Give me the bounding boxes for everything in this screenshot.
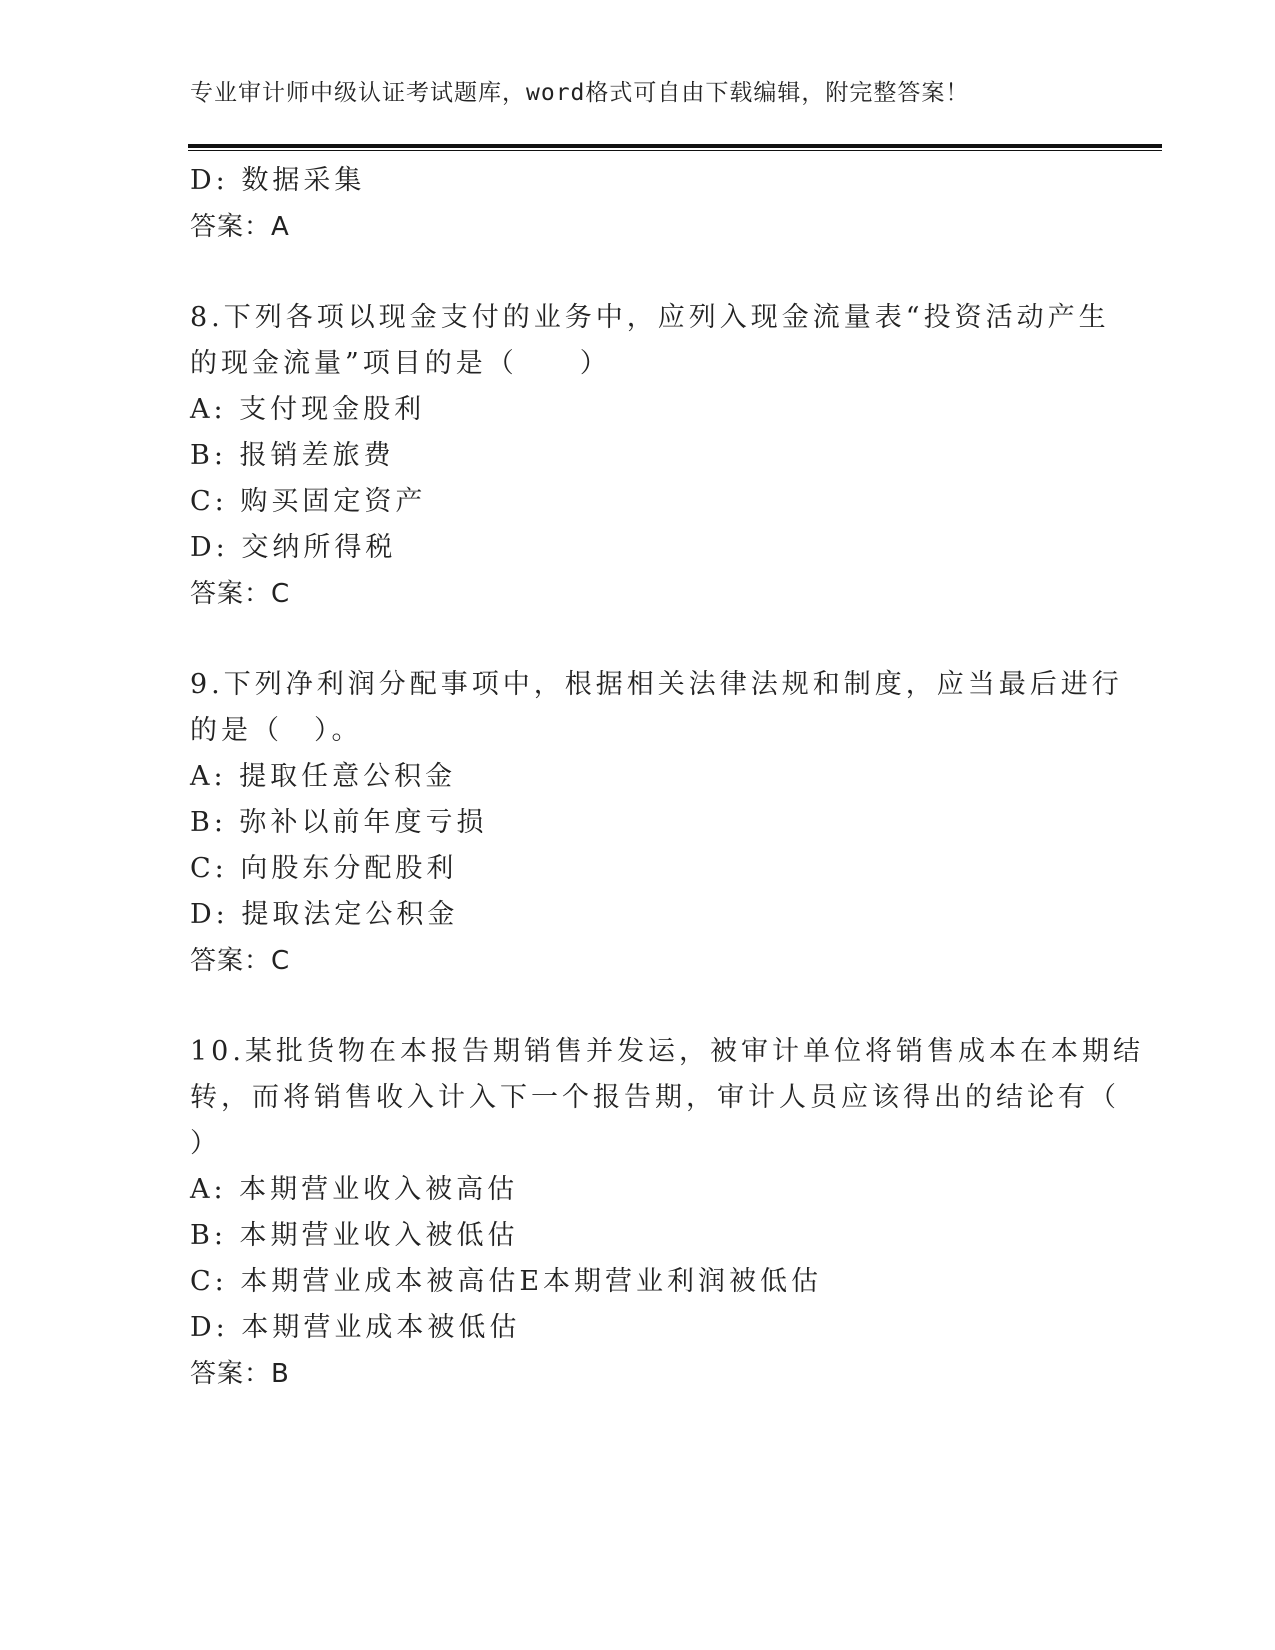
option-d: D: 数据采集 [190,165,366,196]
option-d: D: 本期营业成本被低估 [190,1312,521,1343]
option-d: D: 提取法定公积金 [190,899,459,930]
option-a: A: 本期营业收入被高估 [190,1174,519,1205]
header-divider-thick [188,144,1162,148]
spacer [190,984,1090,1029]
page-header: 专业审计师中级认证考试题库，word格式可自由下载编辑，附完整答案！ [190,80,970,106]
spacer [190,250,1090,295]
answer-line: 答案：C [190,946,291,976]
question-stem-line: 9.下列净利润分配事项中，根据相关法律法规和制度，应当最后进行 [190,669,1123,700]
option-b: B: 弥补以前年度亏损 [190,807,488,838]
option-b: B: 本期营业收入被低估 [190,1220,519,1251]
header-divider-thin [188,150,1162,151]
question-stem-line: 转，而将销售收入计入下一个报告期，审计人员应该得出的结论有（ [190,1082,1120,1113]
option-a: A: 提取任意公积金 [190,761,457,792]
question-10 [190,1029,1144,1397]
option-c: C: 购买固定资产 [190,486,427,517]
option-d: D: 交纳所得税 [190,532,397,563]
option-c: C: 向股东分配股利 [190,853,458,884]
question-9 [190,662,1123,984]
exam-content [190,158,1144,1397]
question-8 [190,295,1110,617]
option-b: B: 报销差旅费 [190,440,395,471]
option-c: C: 本期营业成本被高估E本期营业利润被低估 [190,1266,823,1297]
question-stem-line: 10.某批货物在本报告期销售并发运，被审计单位将销售成本在本期结 [190,1036,1144,1067]
question-stem-line: 的是（ ）。 [190,715,363,746]
option-a: A: 支付现金股利 [190,394,426,425]
answer-line: 答案：C [190,579,291,609]
answer-line: 答案：A [190,212,290,242]
question-stem-line: ） [190,1128,221,1159]
question-stem-line: 的现金流量”项目的是（ ） [190,348,611,379]
answer-line: 答案：B [190,1359,290,1389]
spacer [190,617,1090,662]
question-stem-line: 8.下列各项以现金支付的业务中，应列入现金流量表“投资活动产生 [190,302,1110,333]
